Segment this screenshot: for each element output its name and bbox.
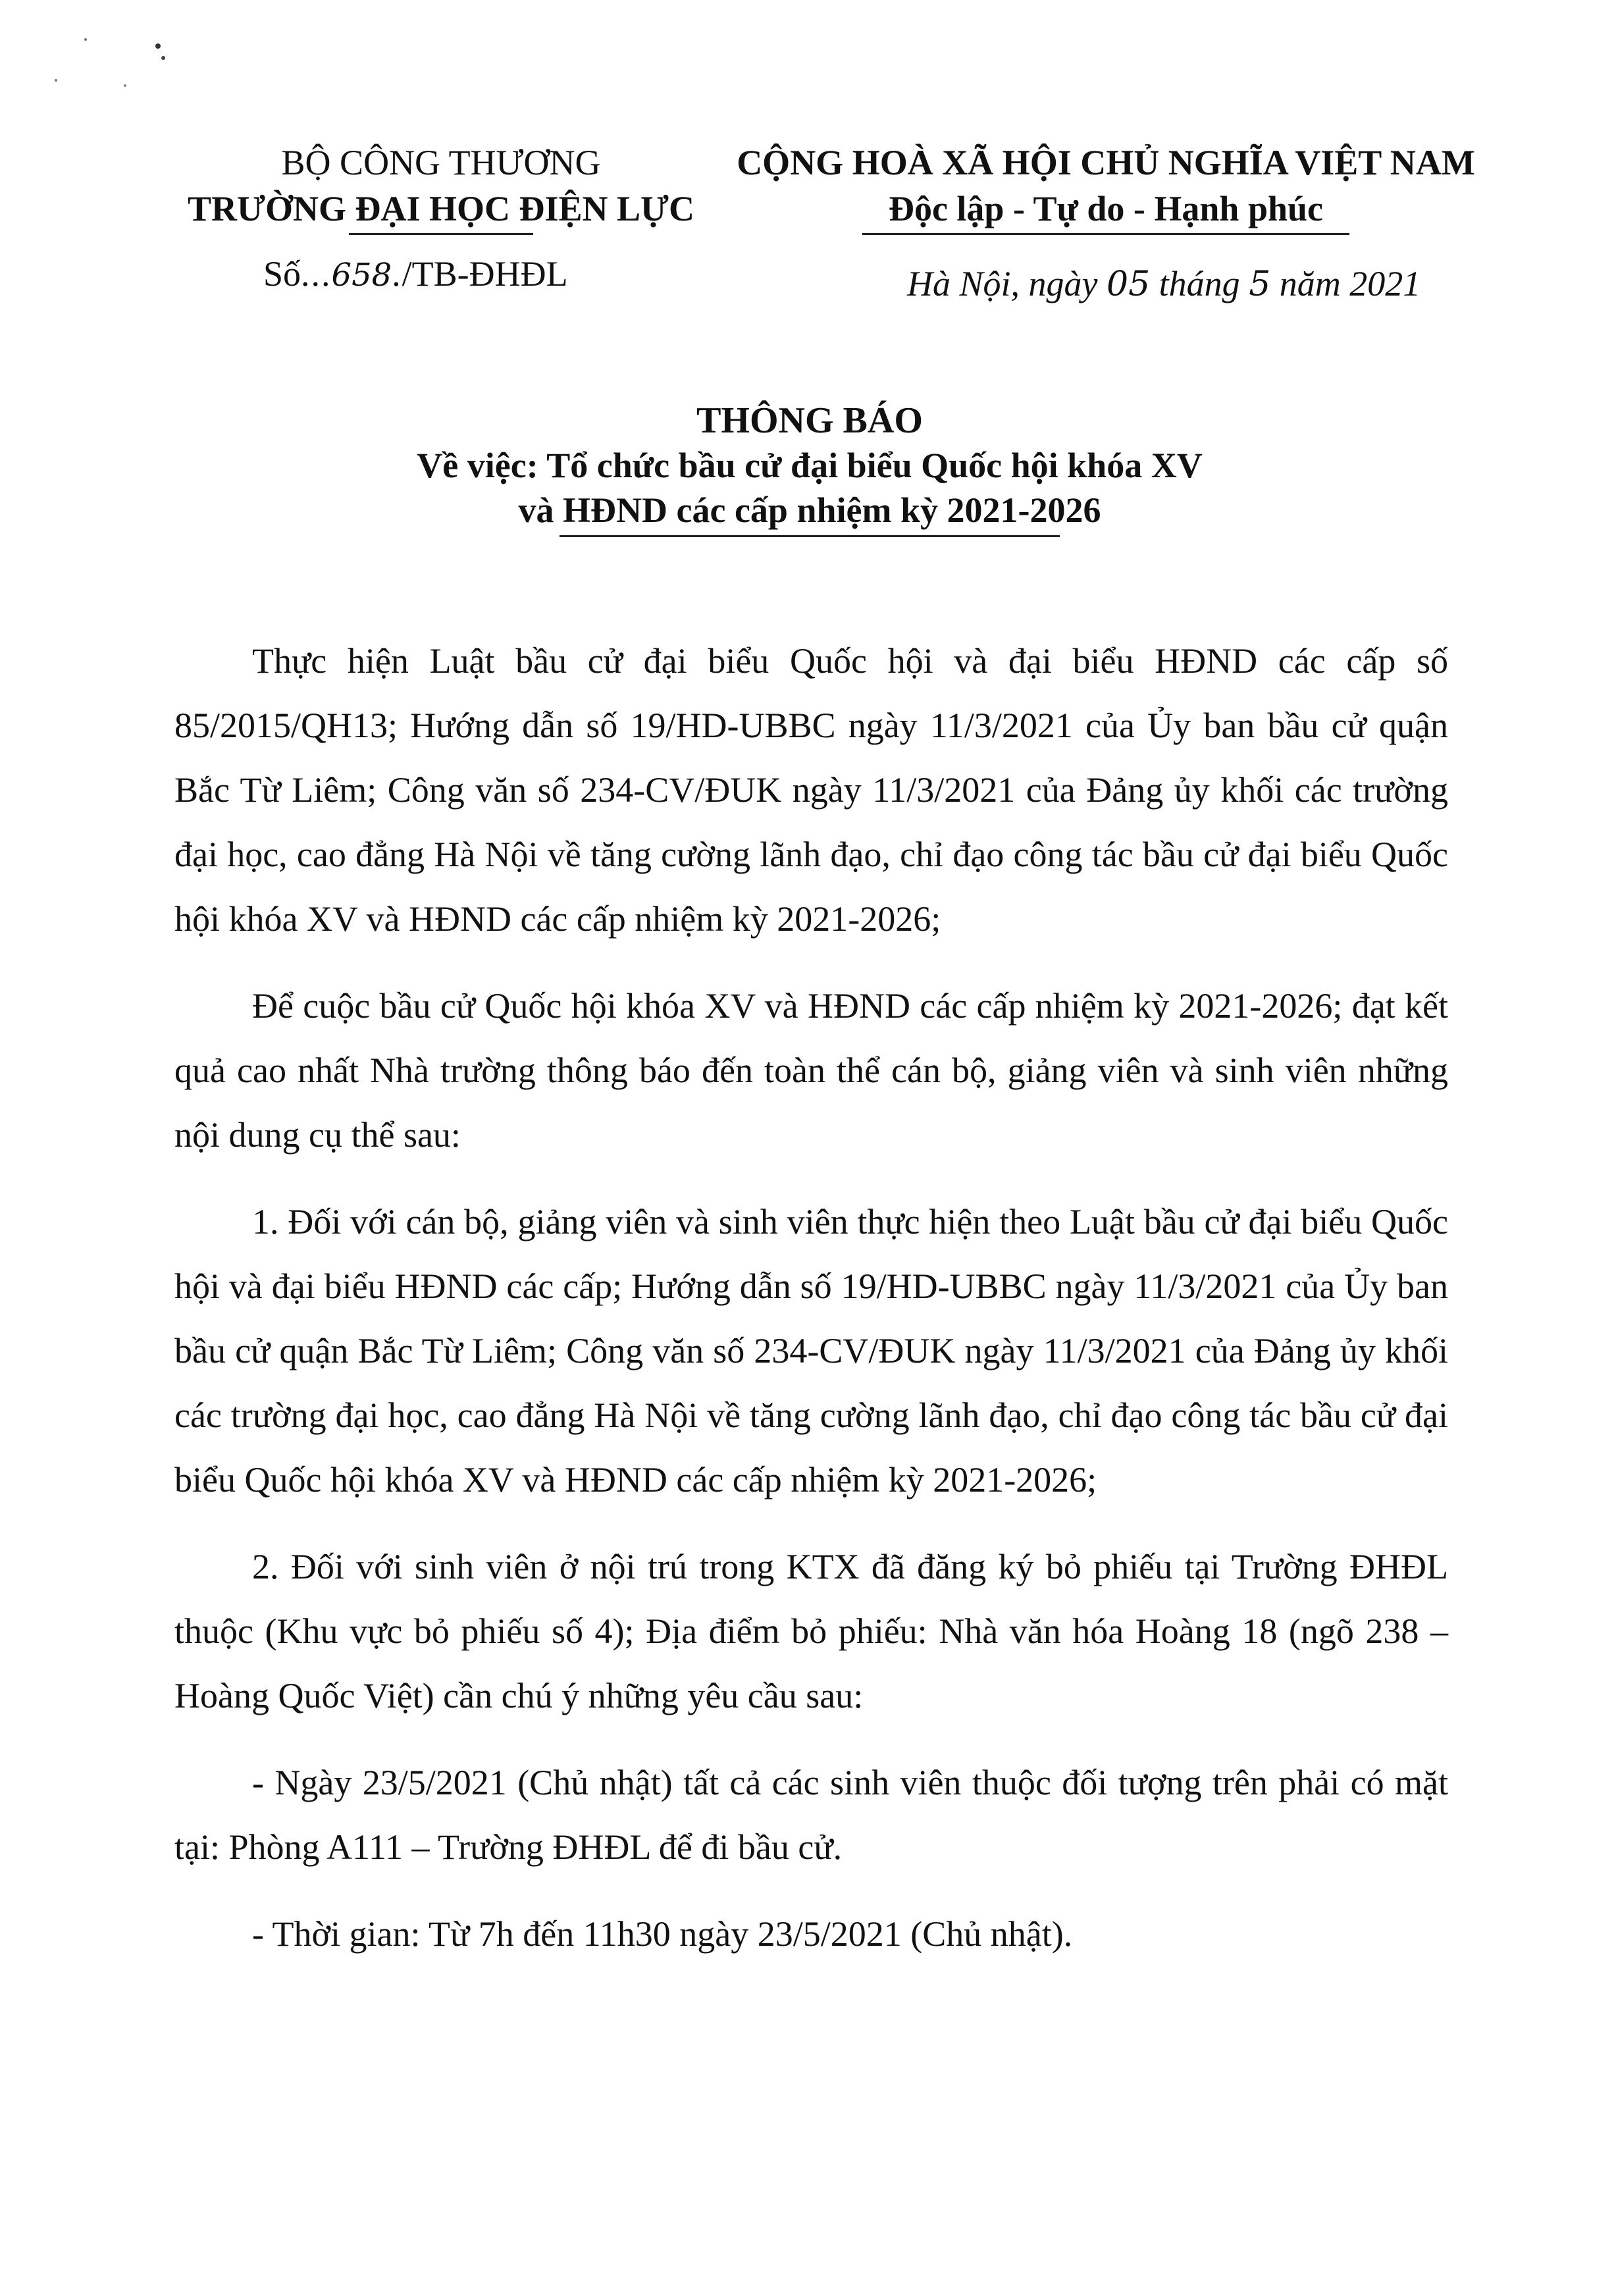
country-name: CỘNG HOÀ XÃ HỘI CHỦ NGHĨA VIỆT NAM: [737, 143, 1475, 182]
ministry-name: BỘ CÔNG THƯƠNG: [281, 143, 601, 182]
document-date: [907, 263, 1421, 304]
notice-body: [174, 629, 1448, 1989]
motto-underline: [862, 233, 1349, 235]
body-paragraph: - Thời gian: Từ 7h đến 11h30 ngày 23/5/2021 (Chủ nhật).: [252, 1914, 1073, 1954]
dotted-fill: .: [392, 254, 402, 294]
date-day: 05: [1107, 265, 1151, 304]
doc-number-prefix: Số: [263, 254, 301, 294]
notice-subject-line-2: và HĐND các cấp nhiệm kỳ 2021-2026: [518, 490, 1101, 530]
date-month-label: tháng: [1159, 264, 1240, 303]
header-right: [724, 140, 1488, 235]
document-number: [263, 253, 568, 294]
body-paragraph: - Ngày 23/5/2021 (Chủ nhật) tất cả các sinh viên thuộc đối tượng trên phải có mặt tại: Phòng A111 – Trường ĐHĐL để đi bầu cử.: [174, 1763, 1448, 1867]
university-name: TRƯỜNG ĐẠI HỌC ĐIỆN LỰC: [187, 189, 695, 228]
body-paragraph: 1. Đối với cán bộ, giảng viên và sinh viên thực hiện theo Luật bầu cử đại biểu Quốc hội và đại biểu HĐND các cấp; Hướng dẫn số 19/HD-UBBC ngày 11/3/2021 của Ủy ban bầu cử quận Bắc Từ Liêm; Công văn số 234-CV/ĐUK ngày 11/3/2021 của Đảng ủy khối các trường đại học, cao đẳng Hà Nội về tăng cường lãnh đạo, chỉ đạo công tác bầu cử đại biểu Quốc hội khóa XV và HĐND các cấp nhiệm kỳ 2021-2026;: [174, 1202, 1448, 1500]
national-motto: Độc lập - Tự do - Hạnh phúc: [888, 189, 1324, 228]
body-paragraph: Thực hiện Luật bầu cử đại biểu Quốc hội và đại biểu HĐND các cấp số 85/2015/QH13; Hướng dẫn số 19/HD-UBBC ngày 11/3/2021 của Ủy ban bầu cử quận Bắc Từ Liêm; Công văn số 234-CV/ĐUK ngày 11/3/2021 của Đảng ủy khối các trường đại học, cao đẳng Hà Nội về tăng cường lãnh đạo, chỉ đạo công tác bầu cử đại biểu Quốc hội khóa XV và HĐND các cấp nhiệm kỳ 2021-2026;: [174, 641, 1448, 939]
scan-specks: [39, 26, 171, 105]
date-month: 5: [1249, 265, 1271, 304]
university-underline: [349, 233, 533, 235]
doc-number-suffix: /TB-ĐHĐL: [402, 254, 568, 294]
title-underline: [560, 535, 1060, 537]
body-paragraph: 2. Đối với sinh viên ở nội trú trong KTX đã đăng ký bỏ phiếu tại Trường ĐHĐL thuộc (Khu vực bỏ phiếu số 4); Địa điểm bỏ phiếu: Nhà văn hóa Hoàng 18 (ngõ 238 – Hoàng Quốc Việt) cần chú ý những yêu cầu sau:: [174, 1547, 1448, 1715]
notice-subject-line-1: Về việc: Tổ chức bầu cử đại biểu Quốc hội khóa XV: [417, 446, 1203, 485]
notice-heading: THÔNG BÁO: [696, 400, 923, 441]
dotted-fill: ...: [301, 254, 332, 294]
date-year: năm 2021: [1279, 264, 1421, 303]
body-paragraph: Để cuộc bầu cử Quốc hội khóa XV và HĐND các cấp nhiệm kỳ 2021-2026; đạt kết quả cao nhất Nhà trường thông báo đến toàn thể cán bộ, giảng viên và sinh viên những nội dung cụ thể sau:: [174, 986, 1448, 1155]
notice-title-block: [197, 398, 1422, 537]
header-left: [138, 140, 744, 235]
doc-number-handwritten: 658: [331, 257, 392, 294]
date-prefix: Hà Nội, ngày: [907, 264, 1098, 303]
